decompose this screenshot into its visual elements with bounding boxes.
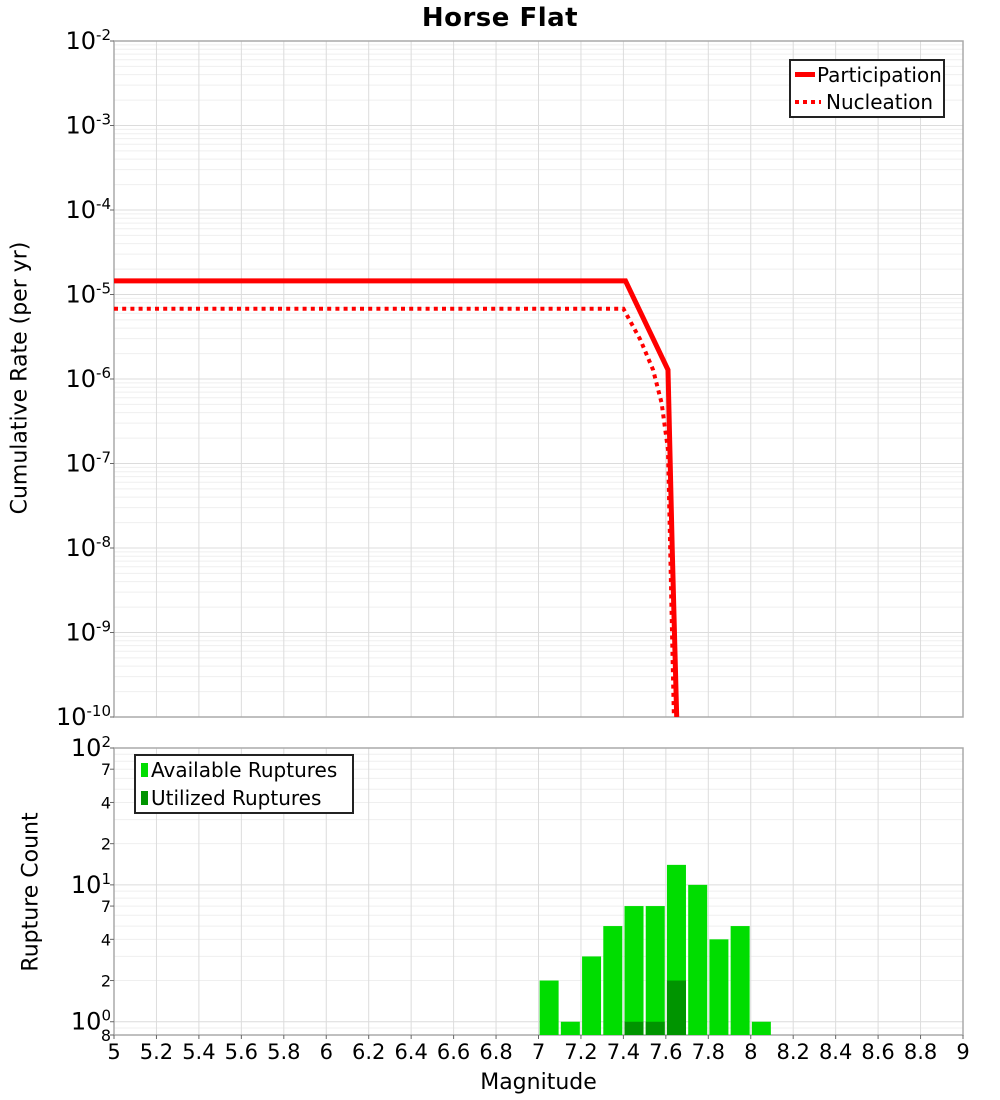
legend-label: Nucleation <box>826 90 934 115</box>
x-axis-title: Magnitude <box>480 1070 597 1095</box>
x-tick-label: 5.8 <box>267 1040 301 1064</box>
available-bar-m8.05 <box>752 1022 771 1035</box>
legend-label: Available Ruptures <box>151 758 338 782</box>
legend-item-available-ruptures <box>141 756 352 784</box>
chart-title: Horse Flat <box>421 3 579 33</box>
y-tick-label: $10^{-8}$ <box>65 533 111 562</box>
x-tick-label: 6.6 <box>436 1040 471 1064</box>
top-y-tick-labels <box>56 26 111 731</box>
y-tick-label: $10^{-9}$ <box>65 617 111 647</box>
utilized-bar-m7.45 <box>625 1022 644 1035</box>
available-bar-m7.85 <box>709 939 728 1035</box>
y-tick-label: $10^{-7}$ <box>65 448 111 478</box>
utilized-ruptures-swatch <box>141 791 148 805</box>
legend-label: Utilized Ruptures <box>151 786 322 810</box>
available-ruptures-swatch <box>141 763 148 777</box>
y-tick-label: 4 <box>100 793 111 813</box>
x-tick-label: 6 <box>319 1040 333 1064</box>
y-tick-label: 2 <box>100 971 111 991</box>
nucleation-line-swatch <box>795 100 821 104</box>
available-bar-m7.95 <box>731 926 750 1035</box>
x-tick-label: 6.2 <box>351 1040 386 1064</box>
utilized-bar-m7.55 <box>646 1022 665 1035</box>
available-bars <box>540 865 771 1035</box>
legend-item-participation <box>795 61 943 89</box>
y-tick-label: $10^{-6}$ <box>65 364 111 393</box>
x-tick-label: 6.4 <box>394 1040 428 1064</box>
chart-figure: Horse Flat Cumulative Rate (per yr) Rupture Count Magnitude 5 5.2 5.4 5.6 5.8 6 6.2 6.4 6.6 6.8 7 7.2 7.4 7.6 7.8 8 8.2 8.4 8.6 8.8 9 $10^{-2}$ $10^{-3}$ $10^{-4}$ $10^{-5}$ $10^{-6}$ $10^{-7}$ $10^{-8}$ $10^{-9}$ $10^{-10}$ $10^2$ 7 4 2 $10^1$ 7 4 2 $10^0$ 8 Participation Nucleation Available Ruptures Utilized Ruptures <box>0 0 1000 1100</box>
top-legend <box>789 59 945 118</box>
legend-item-utilized-ruptures <box>141 784 352 812</box>
x-tick-label: 7.8 <box>691 1040 726 1064</box>
x-tick-label: 8.2 <box>776 1040 810 1064</box>
y-tick-label: $10^{-4}$ <box>65 195 111 224</box>
x-tick-label: 7.4 <box>606 1040 641 1064</box>
available-bar-m7.35 <box>603 926 622 1035</box>
x-tick-label: 5.2 <box>139 1040 174 1064</box>
available-bar-m7.45 <box>625 906 644 1035</box>
y-tick-label: $10^2$ <box>70 733 111 762</box>
x-tick-label: 8.6 <box>861 1040 895 1064</box>
x-tick-label: 8 <box>744 1040 758 1064</box>
available-bar-m7.05 <box>540 981 559 1035</box>
y-tick-label: 4 <box>100 930 111 950</box>
x-tick-label: 7.2 <box>564 1040 598 1064</box>
y-tick-label: $10^{-10}$ <box>55 702 111 731</box>
y-tick-label: 7 <box>100 897 111 917</box>
legend-label: Participation <box>817 62 942 87</box>
legend-item-nucleation <box>795 89 943 117</box>
x-tick-label: 5.4 <box>182 1040 216 1064</box>
available-bar-m7.15 <box>561 1022 580 1035</box>
y-tick-label: 2 <box>100 834 111 854</box>
x-tick-label: 6.8 <box>479 1040 513 1064</box>
top-plot-grid <box>114 41 963 717</box>
x-tick-label: 7 <box>531 1040 546 1064</box>
y-tick-label: $10^{-3}$ <box>65 110 111 140</box>
x-tick-labels <box>107 1040 969 1064</box>
available-bar-m7.55 <box>646 906 665 1035</box>
x-tick-label: 9 <box>956 1040 970 1064</box>
x-tick-label: 8.8 <box>903 1040 938 1064</box>
y-tick-label: $10^{-5}$ <box>65 279 111 309</box>
available-bar-m7.75 <box>688 885 707 1035</box>
x-tick-label: 7.6 <box>649 1040 683 1064</box>
y-tick-label: $10^{-2}$ <box>65 26 111 55</box>
x-tick-label: 5 <box>107 1040 121 1064</box>
utilized-bar-m7.65 <box>667 981 686 1035</box>
y-tick-label: 8 <box>100 1026 111 1045</box>
x-tick-label: 5.6 <box>224 1040 259 1064</box>
nucleation-line <box>114 309 674 717</box>
y-tick-label: 7 <box>100 760 111 780</box>
bottom-y-tick-labels <box>71 733 111 1045</box>
available-bar-m7.25 <box>582 956 601 1035</box>
participation-line-swatch <box>795 72 815 77</box>
x-tick-label: 8.4 <box>818 1040 853 1064</box>
bottom-legend <box>134 754 354 814</box>
y-tick-label: $10^1$ <box>70 869 111 899</box>
axis-tick-marks <box>110 41 963 1039</box>
y-tick-label: $10^0$ <box>70 1006 111 1036</box>
